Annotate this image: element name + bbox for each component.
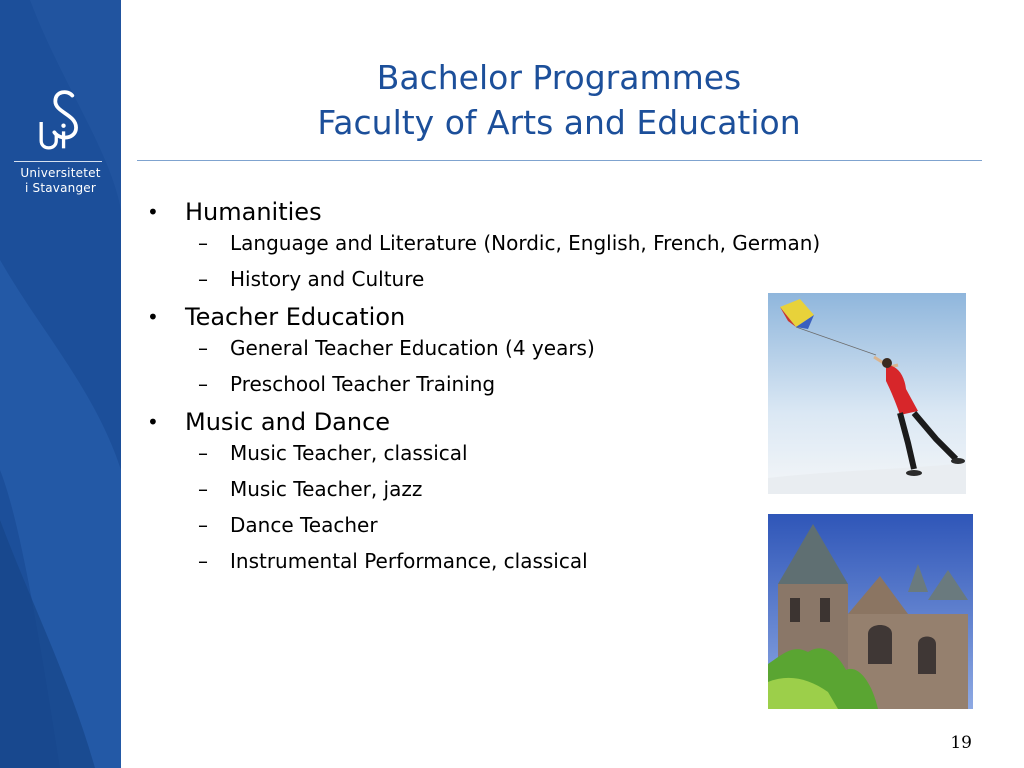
slide-title [136,55,982,145]
university-name [0,166,121,196]
dash-icon: – [198,372,208,396]
bullet-label: Humanities [185,198,322,226]
sub-bullet-label: Music Teacher, classical [230,441,468,465]
dash-icon: – [198,477,208,501]
kite-flyer-illustration [768,293,966,494]
sub-bullet-label: Preschool Teacher Training [230,372,496,396]
kite-photo [768,293,966,494]
slide-title-line2: Faculty of Arts and Education [317,103,801,142]
dash-icon: – [198,513,208,537]
uis-monogram-icon [0,88,121,154]
section-humanities [145,198,925,292]
dash-icon: – [198,231,208,255]
cathedral-photo [768,514,973,709]
sub-bullet-label: Language and Literature (Nordic, English, French, German) [230,231,821,255]
sub-bullet-label: History and Culture [230,267,425,291]
dash-icon: – [198,549,208,573]
sub-bullet-label: General Teacher Education (4 years) [230,336,595,360]
bullet-label: Music and Dance [185,408,391,436]
slide-title-line1: Bachelor Programmes [376,58,742,97]
brand-sidebar [0,0,121,768]
sub-bullet-item [145,231,925,256]
cathedral-illustration [768,514,973,709]
university-logo [0,88,121,158]
bullet-dot-icon: • [147,410,159,434]
sub-bullet-label: Instrumental Performance, classical [230,549,588,573]
dash-icon: – [198,267,208,291]
sub-bullet-item [145,267,925,292]
page-number: 19 [950,733,972,753]
logo-divider [14,161,102,162]
university-name-line1: Universitetet [20,166,101,180]
bullet-label: Teacher Education [185,303,406,331]
title-divider [137,160,982,161]
bullet-dot-icon: • [147,305,159,329]
dash-icon: – [198,441,208,465]
bullet-dot-icon: • [147,200,159,224]
sub-bullet-label: Dance Teacher [230,513,378,537]
dash-icon: – [198,336,208,360]
bullet-item [145,198,925,227]
sub-bullet-label: Music Teacher, jazz [230,477,423,501]
university-name-line2: i Stavanger [24,181,97,195]
